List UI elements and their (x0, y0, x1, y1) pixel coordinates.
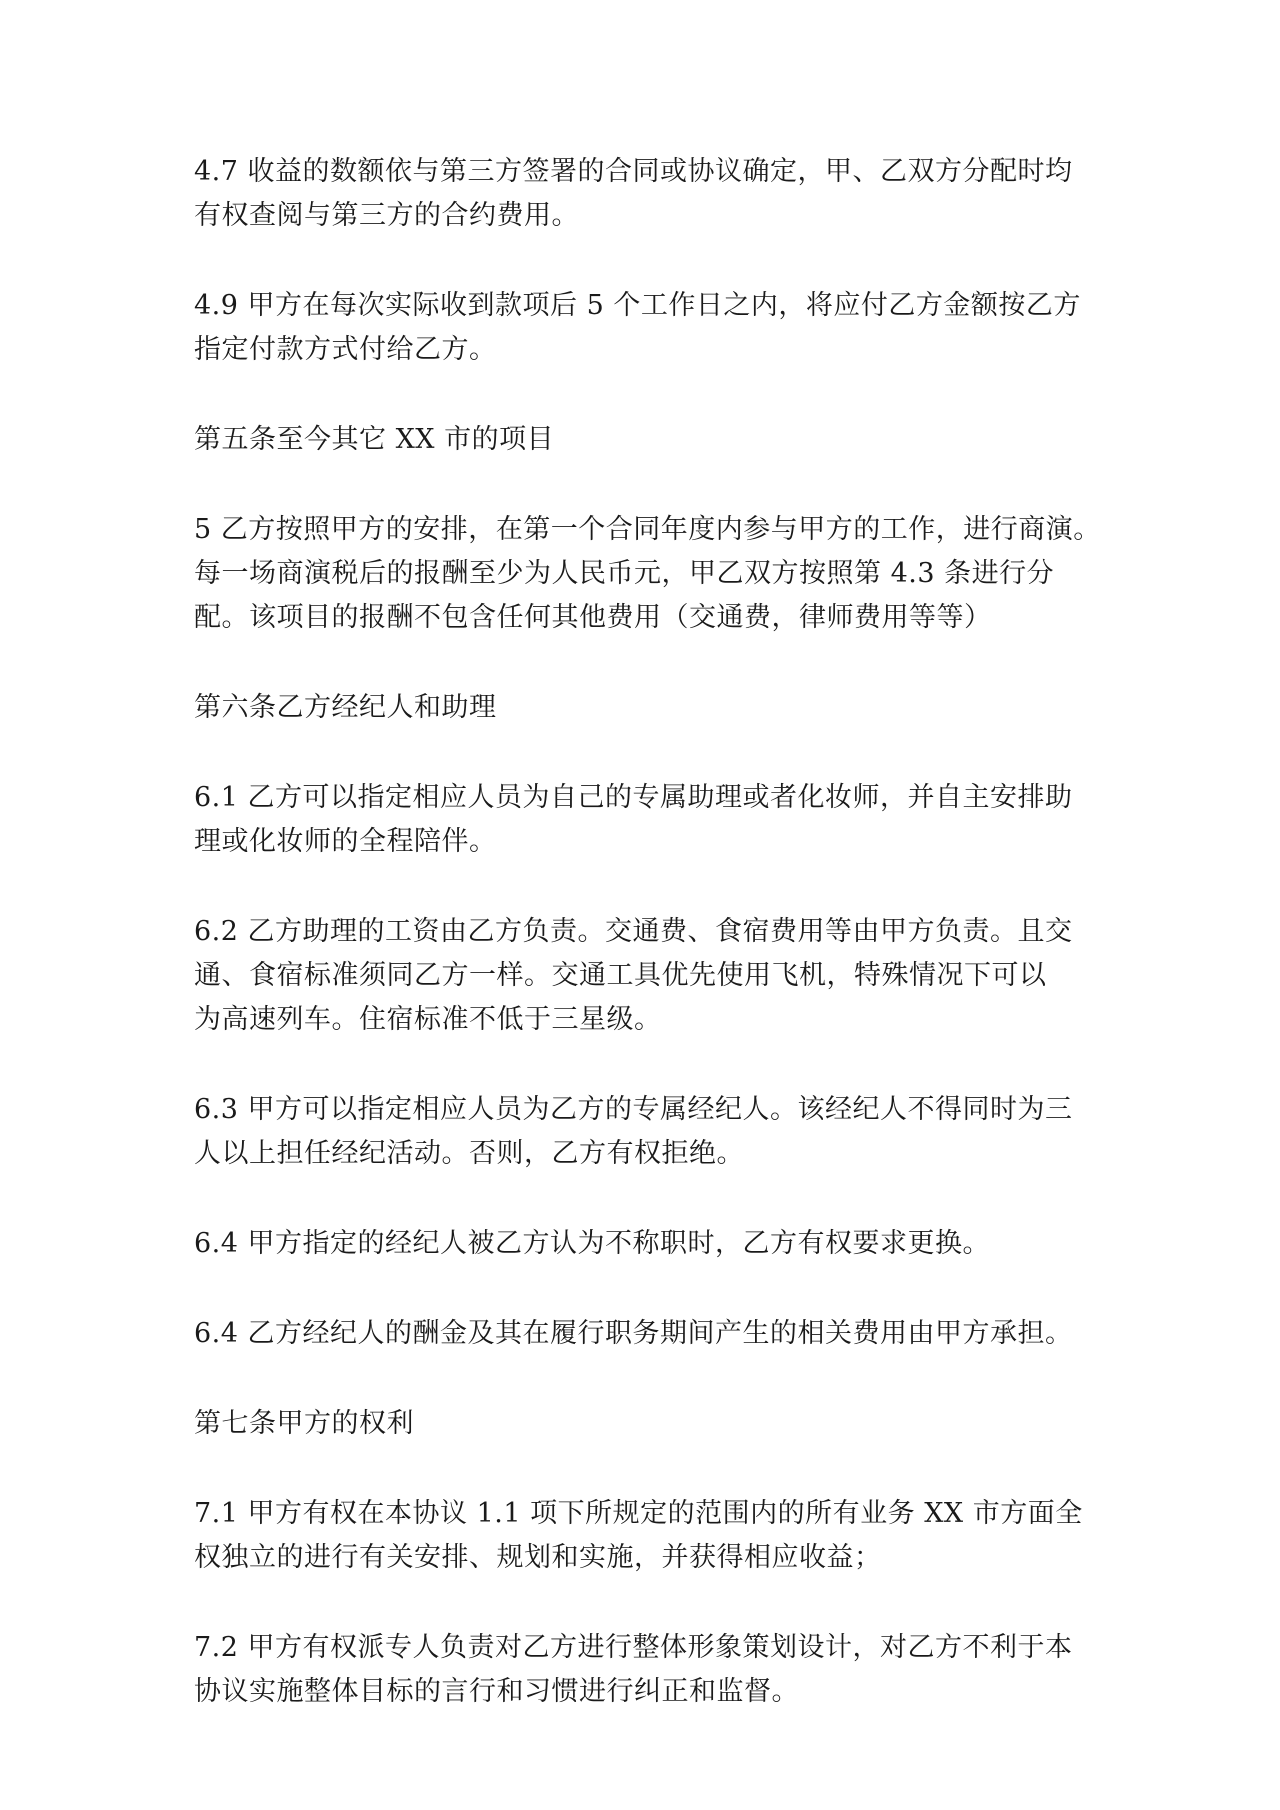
text-line: 4.9 甲方在每次实际收到款项后 5 个工作日之内，将应付乙方金额按乙方 (194, 290, 1081, 321)
paragraph-4-9 (194, 284, 1102, 372)
text-line: 6.4 甲方指定的经纪人被乙方认为不称职时，乙方有权要求更换。 (194, 1228, 991, 1259)
text-line: 指定付款方式付给乙方。 (194, 334, 497, 365)
text-line: 6.4 乙方经纪人的酬金及其在履行职务期间产生的相关费用由甲方承担。 (194, 1318, 1073, 1349)
section-heading-6 (194, 686, 1102, 730)
section-heading-7 (194, 1402, 1102, 1446)
text-line: 有权查阅与第三方的合约费用。 (194, 200, 579, 231)
text-line: 4.7 收益的数额依与第三方签署的合同或协议确定，甲、乙双方分配时均 (194, 156, 1073, 187)
text-line: 6.1 乙方可以指定相应人员为自己的专属助理或者化妆师，并自主安排助 (194, 782, 1073, 813)
text-line: 为高速列车。住宿标准不低于三星级。 (194, 1004, 662, 1035)
text-line: 7.1 甲方有权在本协议 1.1 项下所规定的范围内的所有业务 XX 市方面全 (194, 1498, 1083, 1529)
text-line: 协议实施整体目标的言行和习惯进行纠正和监督。 (194, 1676, 799, 1707)
paragraph-5 (194, 508, 1102, 640)
section-heading-5 (194, 418, 1102, 462)
text-line: 通、食宿标准须同乙方一样。交通工具优先使用飞机，特殊情况下可以 (194, 960, 1047, 991)
paragraph-6-3 (194, 1088, 1102, 1176)
paragraph-7-1 (194, 1492, 1102, 1580)
text-line: 6.2 乙方助理的工资由乙方负责。交通费、食宿费用等由甲方负责。且交 (194, 916, 1073, 947)
text-line: 5 乙方按照甲方的安排，在第一个合同年度内参与甲方的工作，进行商演。 (194, 514, 1101, 545)
paragraph-6-4-a (194, 1222, 1102, 1266)
text-line: 7.2 甲方有权派专人负责对乙方进行整体形象策划设计，对乙方不利于本 (194, 1632, 1073, 1663)
paragraph-4-7 (194, 150, 1102, 238)
document-page (194, 150, 1102, 1714)
paragraph-7-2 (194, 1626, 1102, 1714)
heading-line: 第六条乙方经纪人和助理 (194, 692, 497, 723)
heading-line: 第五条至今其它 XX 市的项目 (194, 424, 555, 455)
paragraph-6-2 (194, 910, 1102, 1042)
text-line: 每一场商演税后的报酬至少为人民币元，甲乙双方按照第 4.3 条进行分 (194, 558, 1055, 589)
text-line: 理或化妆师的全程陪伴。 (194, 826, 497, 857)
paragraph-6-4-b (194, 1312, 1102, 1356)
text-line: 配。该项目的报酬不包含任何其他费用（交通费，律师费用等等） (194, 602, 992, 633)
heading-line: 第七条甲方的权利 (194, 1408, 414, 1439)
text-line: 6.3 甲方可以指定相应人员为乙方的专属经纪人。该经纪人不得同时为三 (194, 1094, 1073, 1125)
paragraph-6-1 (194, 776, 1102, 864)
text-line: 人以上担任经纪活动。否则，乙方有权拒绝。 (194, 1138, 744, 1169)
text-line: 权独立的进行有关安排、规划和实施，并获得相应收益； (194, 1542, 882, 1573)
